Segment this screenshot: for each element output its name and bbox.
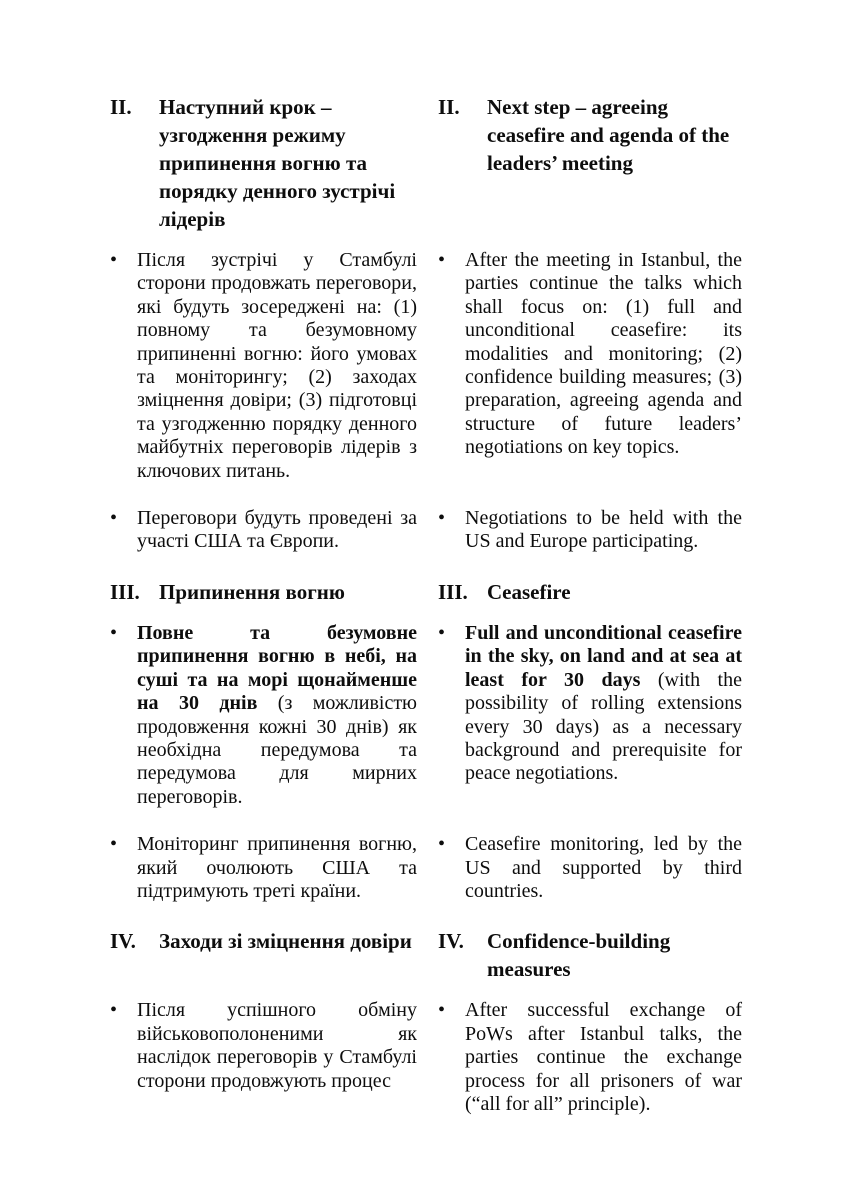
section-iv-heading-ua bbox=[110, 927, 417, 983]
section-iv-bullet-1 bbox=[110, 999, 742, 1116]
bullet-rest-en: After the meeting in Istanbul, the parties continue the talks which shall focus on: (1) full and unconditional ceasefire: its modalities and monitoring; (2) confidence building measures; (3) preparation, agreeing agenda and structure of future leaders’ negotiations on key topics. bbox=[465, 249, 742, 459]
bullet-icon: • bbox=[110, 249, 118, 271]
heading-text-en: Next step – agreeing ceasefire and agenda of the leaders’ meeting bbox=[487, 95, 730, 175]
bullet-text-en bbox=[465, 622, 742, 786]
bullet-en bbox=[438, 999, 742, 1116]
heading-text-ua: Припинення вогню bbox=[159, 579, 345, 604]
bullet-text-ua bbox=[137, 999, 417, 1093]
bullet-rest-ua: Після зустрічі у Стамбулі сторони продовжать переговори, які будуть зосереджені на: (1) повному та безумовному припиненні вогню: його умовах та моніторингу; (2) заходах зміцнення довіри; (3) підготовці та узгодженню порядку денного майбутніх переговорів лідерів з ключових питань. bbox=[137, 249, 417, 482]
section-iii-bullet-1 bbox=[110, 622, 742, 809]
section-ii-bullet-2 bbox=[110, 507, 742, 554]
bullet-rest-ua: (з можливістю продовження кожні 30 днів) як необхідна передумова та передумова для мирних переговорів. bbox=[137, 692, 417, 808]
section-ii-heading-ua bbox=[110, 93, 417, 233]
section-iii-heading-en bbox=[438, 578, 742, 606]
section-iv-heading-row bbox=[110, 927, 742, 983]
bullet-icon: • bbox=[438, 507, 446, 530]
bullet-text-ua bbox=[137, 833, 417, 903]
bullet-bold-ua: Повне та безумовне припинення вогню в небі, на суші та на морі щонайменше на 30 днів bbox=[137, 621, 417, 715]
bullet-text-en bbox=[465, 249, 742, 460]
bullet-icon: • bbox=[438, 621, 446, 644]
section-numeral: IV. bbox=[110, 929, 136, 954]
bullet-icon: • bbox=[110, 999, 118, 1022]
section-ii-heading-row bbox=[110, 93, 742, 233]
bullet-icon: • bbox=[438, 999, 446, 1022]
bullet-ua bbox=[110, 622, 417, 809]
section-numeral: III. bbox=[110, 579, 140, 604]
bullet-ua bbox=[110, 833, 417, 903]
bullet-icon: • bbox=[438, 249, 446, 271]
bullet-rest-ua: Моніторинг припинення вогню, який очолюють США та підтримують треті країни. bbox=[137, 833, 417, 902]
section-iii-bullet-2 bbox=[110, 833, 742, 903]
bullet-rest-en: Ceasefire monitoring, led by the US and supported by third countries. bbox=[465, 833, 742, 902]
bullet-text-en bbox=[465, 833, 742, 903]
bullet-rest-ua: Переговори будуть проведені за участі США та Європи. bbox=[137, 507, 417, 553]
section-ii-bullet-1 bbox=[110, 249, 742, 483]
bullet-ua bbox=[110, 507, 417, 554]
bullet-icon: • bbox=[110, 621, 118, 644]
section-numeral: II. bbox=[438, 95, 460, 119]
heading-text-ua: Наступний крок – узгодження режиму припинення вогню та порядку денного зустрічі лідерів bbox=[159, 95, 396, 231]
section-iii-heading-ua bbox=[110, 578, 417, 606]
heading-text-ua: Заходи зі зміцнення довіри bbox=[159, 929, 412, 954]
bullet-icon: • bbox=[438, 833, 446, 856]
bullet-ua bbox=[110, 999, 417, 1116]
bullet-ua bbox=[110, 249, 417, 483]
section-ii-heading-en bbox=[438, 93, 742, 233]
heading-text-en: Ceasefire bbox=[487, 579, 571, 604]
section-ii bbox=[110, 93, 742, 554]
bullet-en bbox=[438, 507, 742, 554]
bullet-text-ua bbox=[137, 249, 417, 483]
bullet-icon: • bbox=[110, 833, 118, 856]
section-numeral: II. bbox=[110, 95, 132, 119]
bullet-rest-en: (with the possibility of rolling extensions every 30 days) as a necessary background and prerequisite for peace negotiations. bbox=[465, 668, 742, 785]
bullet-en bbox=[438, 249, 742, 483]
section-numeral: III. bbox=[438, 579, 468, 604]
bullet-bold-en: Full and unconditional ceasefire in the sky, on land and at sea at least for 30 days bbox=[465, 621, 742, 691]
bullet-text-ua bbox=[137, 507, 417, 554]
bullet-text-ua bbox=[137, 622, 417, 809]
heading-text-en: Confidence-building measures bbox=[487, 929, 671, 982]
bullet-rest-en: Negotiations to be held with the US and Europe participating. bbox=[465, 507, 742, 553]
bullet-en bbox=[438, 622, 742, 809]
bullet-text-en bbox=[465, 999, 742, 1116]
section-numeral: IV. bbox=[438, 929, 464, 954]
section-iii bbox=[110, 578, 742, 903]
bullet-rest-ua: Після успішного обміну військовополоненими як наслідок переговорів у Стамбулі сторони продовжують процес bbox=[137, 999, 417, 1092]
section-iii-heading-row bbox=[110, 578, 742, 606]
bullet-en bbox=[438, 833, 742, 903]
section-iv-heading-en bbox=[438, 927, 742, 983]
bullet-icon: • bbox=[110, 507, 118, 530]
bullet-rest-en: After successful exchange of PoWs after Istanbul talks, the parties continue the exchange process for all prisoners of war (“all for all” principle). bbox=[465, 999, 742, 1115]
bullet-text-en bbox=[465, 507, 742, 554]
section-iv bbox=[110, 927, 742, 1116]
